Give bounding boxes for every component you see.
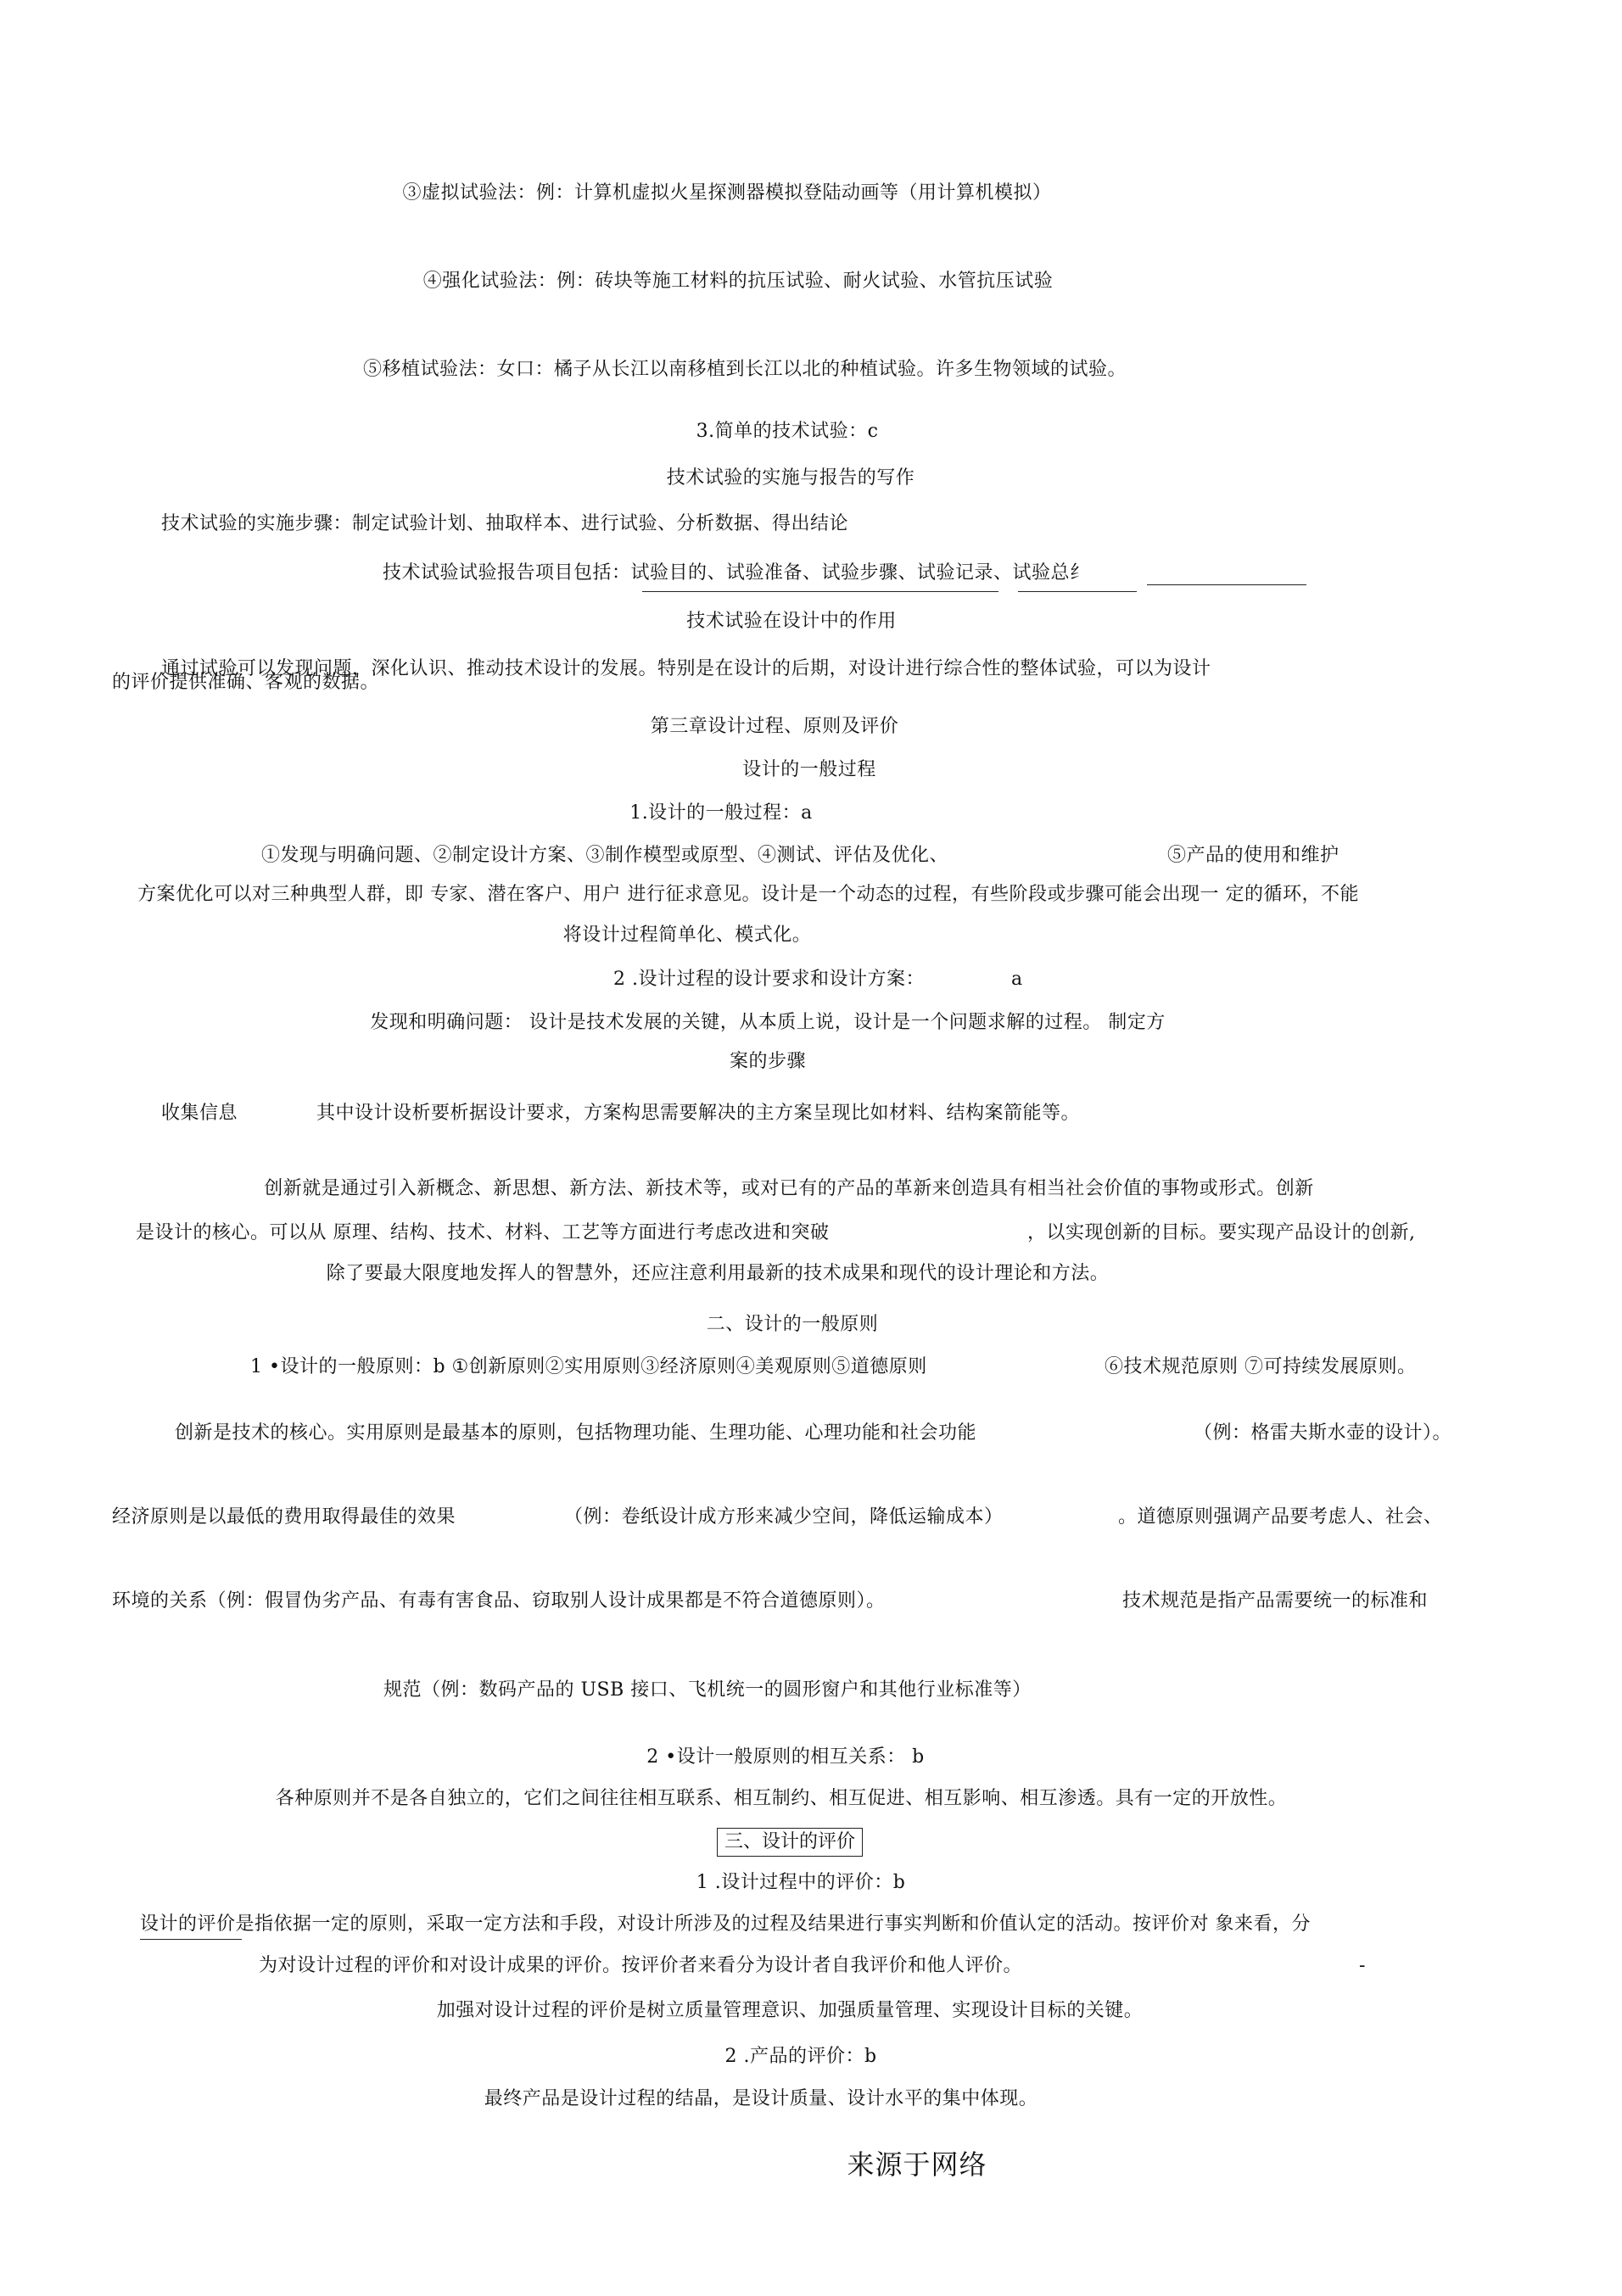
text-line: 经济原则是以最低的费用取得最佳的效果	[112, 1506, 456, 1528]
section-heading: 2 •设计一般原则的相互关系： b	[646, 1746, 925, 1768]
section-heading: 3.简单的技术试验：c	[696, 421, 879, 442]
text-line: ③虚拟试验法：例：计算机虚拟火星探测器模拟登陆动画等（用计算机模拟）	[402, 182, 1052, 204]
text-line: -	[1359, 1955, 1366, 1976]
text-line: ④强化试验法：例：砖块等施工材料的抗压试验、耐火试验、水管抗压试验	[422, 271, 1054, 292]
text-line: 技术试验试验报告项目包括：试验目的、试验准备、试验步骤、试验记录、试验总纟	[383, 562, 1089, 584]
section-heading: 技术试验在设计中的作用	[686, 611, 897, 632]
text-line: （例：格雷夫斯水壶的设计）。	[1194, 1422, 1452, 1444]
text-line: ⑤移植试验法：女口：橘子从长江以南移植到长江以北的种植试验。许多生物领域的试验。	[362, 359, 1127, 380]
section-heading: 2 .设计过程的设计要求和设计方案：	[613, 969, 925, 990]
text-line: 设计的评价是指依据一定的原则，采取一定方法和手段，对设计所涉及的过程及结果进行事实判断和价值认定的活动。按评价对 象来看，分	[140, 1913, 1311, 1935]
text-line: 方案优化可以对三种典型人群，即 专家、潜在客户、用户 进行征求意见。设计是一个动态的过程，有些阶段或步骤可能会出现一 定的循环，不能	[137, 884, 1359, 905]
text-line: ①发现与明确问题、②制定设计方案、③制作模型或原型、④测试、评估及优化、	[261, 845, 949, 866]
text-line: 的评价提供准确、客观的数据。	[112, 672, 380, 693]
text-line: ⑥技术规范原则 ⑦可持续发展原则。	[1105, 1356, 1417, 1377]
text-line: 各种原则并不是各自独立的，它们之间往往相互联系、相互制约、相互促进、相互影响、相互渗透。具有一定的开放性。	[275, 1788, 1288, 1809]
underline	[140, 1939, 242, 1940]
text-line: 1 •设计的一般原则：b ①创新原则②实用原则③经济原则④美观原则⑤道德原则	[250, 1356, 927, 1377]
section-heading: 1.设计的一般过程：a	[629, 802, 813, 824]
text-line: 创新是技术的核心。实用原则是最基本的原则，包括物理功能、生理功能、心理功能和社会功能	[175, 1422, 977, 1444]
text-line: 规范（例：数码产品的 USB 接口、飞机统一的圆形窗户和其他行业标准等）	[383, 1679, 1032, 1701]
section-heading: 设计的一般过程	[742, 759, 876, 780]
text-line: 创新就是通过引入新概念、新思想、新方法、新技术等，或对已有的产品的革新来创造具有相当社会价值的事物或形式。创新	[264, 1178, 1314, 1199]
text-line: 其中设计设析要析据设计要求，方案构思需要解决的主方案呈现比如材料、结构案箭能等。	[316, 1103, 1081, 1124]
text-line: 加强对设计过程的评价是树立质量管理意识、加强质量管理、实现设计目标的关键。	[436, 2000, 1144, 2021]
chapter-title: 第三章设计过程、原则及评价	[650, 716, 899, 737]
section-heading: 二、设计的一般原则	[706, 1314, 879, 1335]
text-line: 环境的关系（例：假冒伪劣产品、有毒有害食品、窃取别人设计成果都是不符合道德原则）。	[112, 1590, 886, 1612]
text-line: 除了要最大限度地发挥人的智慧外，还应注意利用最新的技术成果和现代的设计理论和方法。	[326, 1263, 1110, 1284]
text-line: 技术试验的实施步骤：制定试验计划、抽取样本、进行试验、分析数据、得出结论	[161, 513, 849, 534]
text-line: 案的步骤	[729, 1051, 807, 1072]
text-line: ⑤产品的使用和维护	[1167, 845, 1340, 866]
underline	[1018, 591, 1137, 592]
text-line: a	[1011, 969, 1023, 990]
text-line: （例：卷纸设计成方形来减少空间，降低运输成本）	[564, 1506, 1004, 1528]
footer-source: 来源于网络	[847, 2148, 987, 2181]
section-heading: 2 .产品的评价：b	[724, 2046, 877, 2067]
section-heading: 技术试验的实施与报告的写作	[666, 467, 915, 489]
text-line: 通过试验可以发现问题，深化认识、推动技术设计的发展。特别是在设计的后期，对设计进行综合性的整体试验，可以为设计	[161, 658, 1211, 679]
text-line: 收集信息	[161, 1103, 238, 1124]
text-line: 是设计的核心。可以从 原理、结构、技术、材料、工艺等方面进行考虑改进和突破	[136, 1222, 830, 1243]
boxed-heading: 三、设计的评价	[717, 1828, 863, 1857]
text-line: 。道德原则强调产品要考虑人、社会、	[1118, 1506, 1443, 1528]
underline	[642, 591, 998, 592]
text-line: 为对设计过程的评价和对设计成果的评价。按评价者来看分为设计者自我评价和他人评价。	[259, 1955, 1023, 1976]
text-line: 将设计过程简单化、模式化。	[562, 925, 812, 946]
text-line: 技术规范是指产品需要统一的标准和	[1122, 1590, 1429, 1612]
text-line: 最终产品是设计过程的结晶，是设计质量、设计水平的集中体现。	[484, 2088, 1038, 2109]
section-heading: 1 .设计过程中的评价：b	[696, 1872, 906, 1893]
underline	[1147, 584, 1306, 585]
text-line: ，以实现创新的目标。要实现产品设计的创新,	[1027, 1222, 1416, 1243]
text-line: 发现和明确问题： 设计是技术发展的关键，从本质上说，设计是一个问题求解的过程。 制定方	[370, 1012, 1166, 1033]
